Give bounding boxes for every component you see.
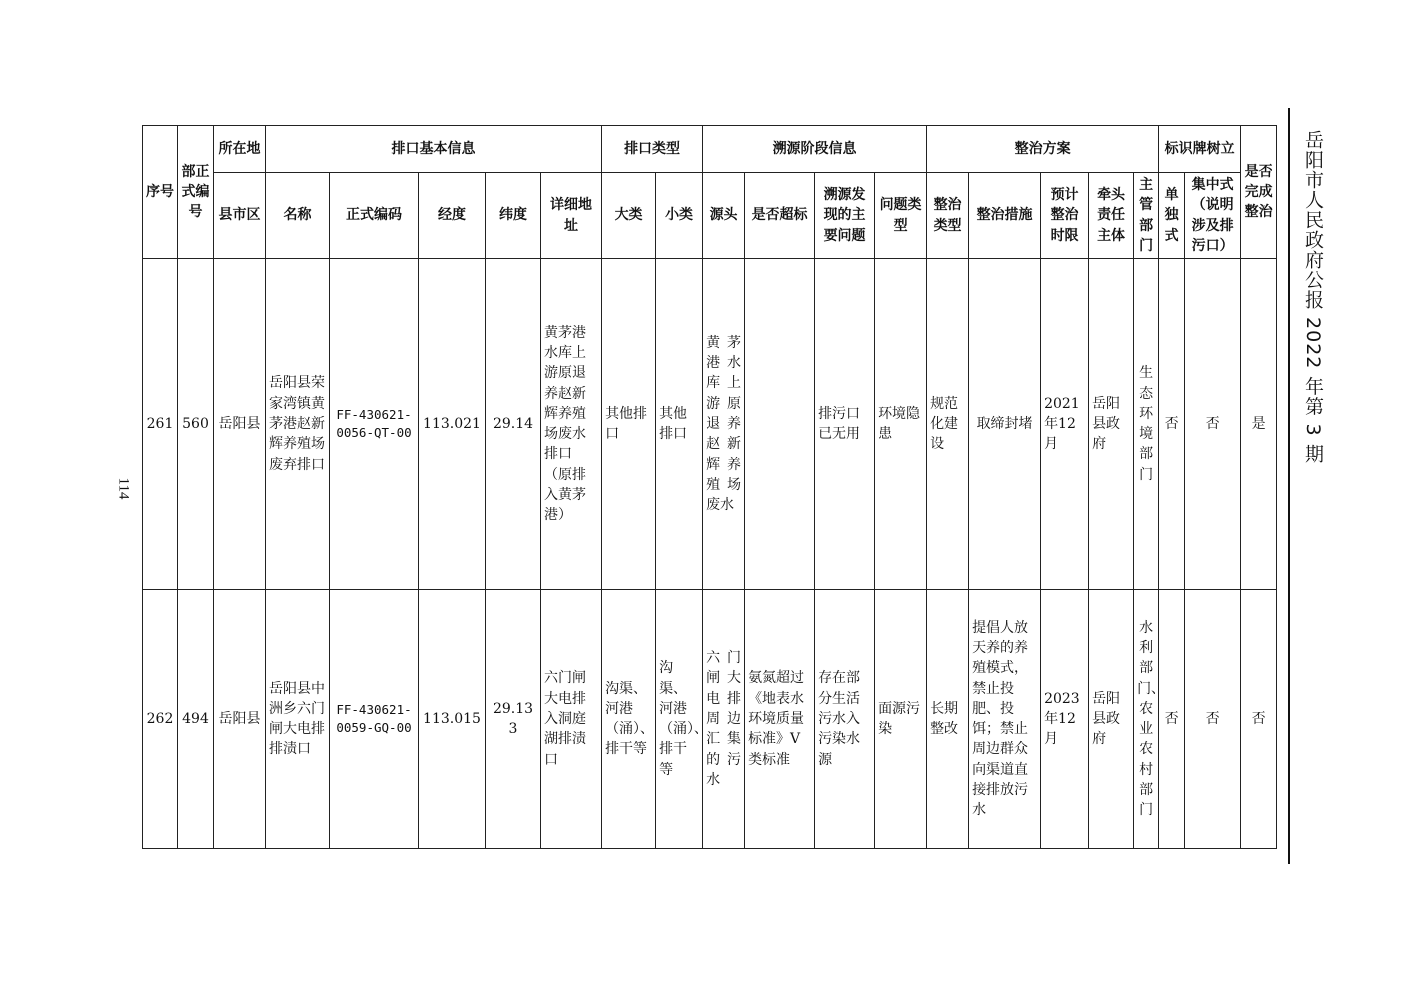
cell-main-problem: 存在部分生活污水入污染水源 bbox=[815, 590, 875, 849]
cell-county: 岳阳县 bbox=[214, 259, 266, 590]
cell-main-problem: 排污口已无用 bbox=[815, 259, 875, 590]
cell-code: 560 bbox=[178, 259, 214, 590]
header-sign: 标识牌树立 bbox=[1159, 126, 1241, 173]
header-trace-stage: 溯源阶段信息 bbox=[703, 126, 927, 173]
cell-lead-body: 岳阳县政府 bbox=[1089, 259, 1134, 590]
header-seq: 序号 bbox=[143, 126, 178, 259]
cell-department: 生态环境部门 bbox=[1134, 259, 1159, 590]
header-latitude: 纬度 bbox=[486, 173, 541, 259]
cell-name: 岳阳县中洲乡六门闸大电排排渍口 bbox=[266, 590, 330, 849]
cell-completed: 否 bbox=[1241, 590, 1277, 849]
header-source: 源头 bbox=[703, 173, 745, 259]
cell-address: 六门闸大电排入洞庭湖排渍口 bbox=[541, 590, 602, 849]
header-exceeded: 是否超标 bbox=[745, 173, 815, 259]
header-completed: 是否完成整治 bbox=[1241, 126, 1277, 259]
header-county: 县市区 bbox=[214, 173, 266, 259]
cell-major-class: 沟渠、河港（涌）、排干等 bbox=[602, 590, 656, 849]
header-longitude: 经度 bbox=[419, 173, 486, 259]
header-remediation-plan: 整治方案 bbox=[927, 126, 1159, 173]
header-minor-class: 小类 bbox=[656, 173, 703, 259]
cell-department: 水利部门、农业农村部门 bbox=[1134, 590, 1159, 849]
header-single: 单独式 bbox=[1159, 173, 1185, 259]
cell-exceeded bbox=[745, 259, 815, 590]
cell-measures: 取缔封堵 bbox=[969, 259, 1041, 590]
cell-latitude: 29.133 bbox=[486, 590, 541, 849]
cell-remediation-type: 长期整改 bbox=[927, 590, 969, 849]
header-major-class: 大类 bbox=[602, 173, 656, 259]
table-row bbox=[143, 259, 1277, 590]
cell-remediation-type: 规范化建设 bbox=[927, 259, 969, 590]
cell-latitude: 29.14 bbox=[486, 259, 541, 590]
header-basic-info: 排口基本信息 bbox=[266, 126, 602, 173]
header-name: 名称 bbox=[266, 173, 330, 259]
table-row bbox=[143, 590, 1277, 849]
cell-centralized: 否 bbox=[1185, 590, 1241, 849]
outlet-table bbox=[142, 125, 1277, 849]
cell-centralized: 否 bbox=[1185, 259, 1241, 590]
cell-source: 六门闸大电排周边汇集的污水 bbox=[703, 590, 745, 849]
cell-major-class: 其他排口 bbox=[602, 259, 656, 590]
header-official-code: 正式编码 bbox=[330, 173, 419, 259]
cell-single: 否 bbox=[1159, 259, 1185, 590]
header-department: 主管部门 bbox=[1134, 173, 1159, 259]
cell-code: 494 bbox=[178, 590, 214, 849]
cell-minor-class: 其他排口 bbox=[656, 259, 703, 590]
header-outlet-type: 排口类型 bbox=[602, 126, 703, 173]
cell-completed: 是 bbox=[1241, 259, 1277, 590]
cell-measures: 提倡人放天养的养殖模式，禁止投肥、投饵；禁止周边群众向渠道直接排放污水 bbox=[969, 590, 1041, 849]
cell-longitude: 113.021 bbox=[419, 259, 486, 590]
cell-problem-type: 面源污染 bbox=[875, 590, 927, 849]
header-centralized: 集中式（说明涉及排污口） bbox=[1185, 173, 1241, 259]
cell-longitude: 113.015 bbox=[419, 590, 486, 849]
cell-name: 岳阳县荣家湾镇黄茅港赵新辉养殖场废弃排口 bbox=[266, 259, 330, 590]
cell-single: 否 bbox=[1159, 590, 1185, 849]
header-main-problem: 溯源发现的主要问题 bbox=[815, 173, 875, 259]
header-lead-body: 牵头责任主体 bbox=[1089, 173, 1134, 259]
cell-official-code: FF-430621-0059-GQ-00 bbox=[330, 590, 419, 849]
header-ministry-code: 部正式编号 bbox=[178, 126, 214, 259]
cell-seq: 262 bbox=[143, 590, 178, 849]
cell-lead-body: 岳阳县政府 bbox=[1089, 590, 1134, 849]
header-remediation-type: 整治类型 bbox=[927, 173, 969, 259]
header-deadline: 预计整治时限 bbox=[1041, 173, 1089, 259]
cell-source: 黄茅港水库上游原退养赵新辉养殖场废水 bbox=[703, 259, 745, 590]
cell-exceeded: 氨氮超过《地表水环境质量标准》V类标准 bbox=[745, 590, 815, 849]
header-measures: 整治措施 bbox=[969, 173, 1041, 259]
header-rule bbox=[1288, 108, 1290, 864]
cell-official-code: FF-430621-0056-QT-00 bbox=[330, 259, 419, 590]
cell-problem-type: 环境隐患 bbox=[875, 259, 927, 590]
cell-address: 黄茅港水库上游原退养赵新辉养殖场废水排口（原排入黄茅港） bbox=[541, 259, 602, 590]
cell-minor-class: 沟渠、河港（涌）、排干等 bbox=[656, 590, 703, 849]
cell-deadline: 2021年12月 bbox=[1041, 259, 1089, 590]
cell-county: 岳阳县 bbox=[214, 590, 266, 849]
header-problem-type: 问题类型 bbox=[875, 173, 927, 259]
running-header: 岳阳市人民政府公报 2022 年第 3 期 bbox=[1302, 130, 1324, 464]
page-number: 114 bbox=[115, 477, 132, 500]
cell-seq: 261 bbox=[143, 259, 178, 590]
header-location: 所在地 bbox=[214, 126, 266, 173]
cell-deadline: 2023年12月 bbox=[1041, 590, 1089, 849]
header-address: 详细地址 bbox=[541, 173, 602, 259]
